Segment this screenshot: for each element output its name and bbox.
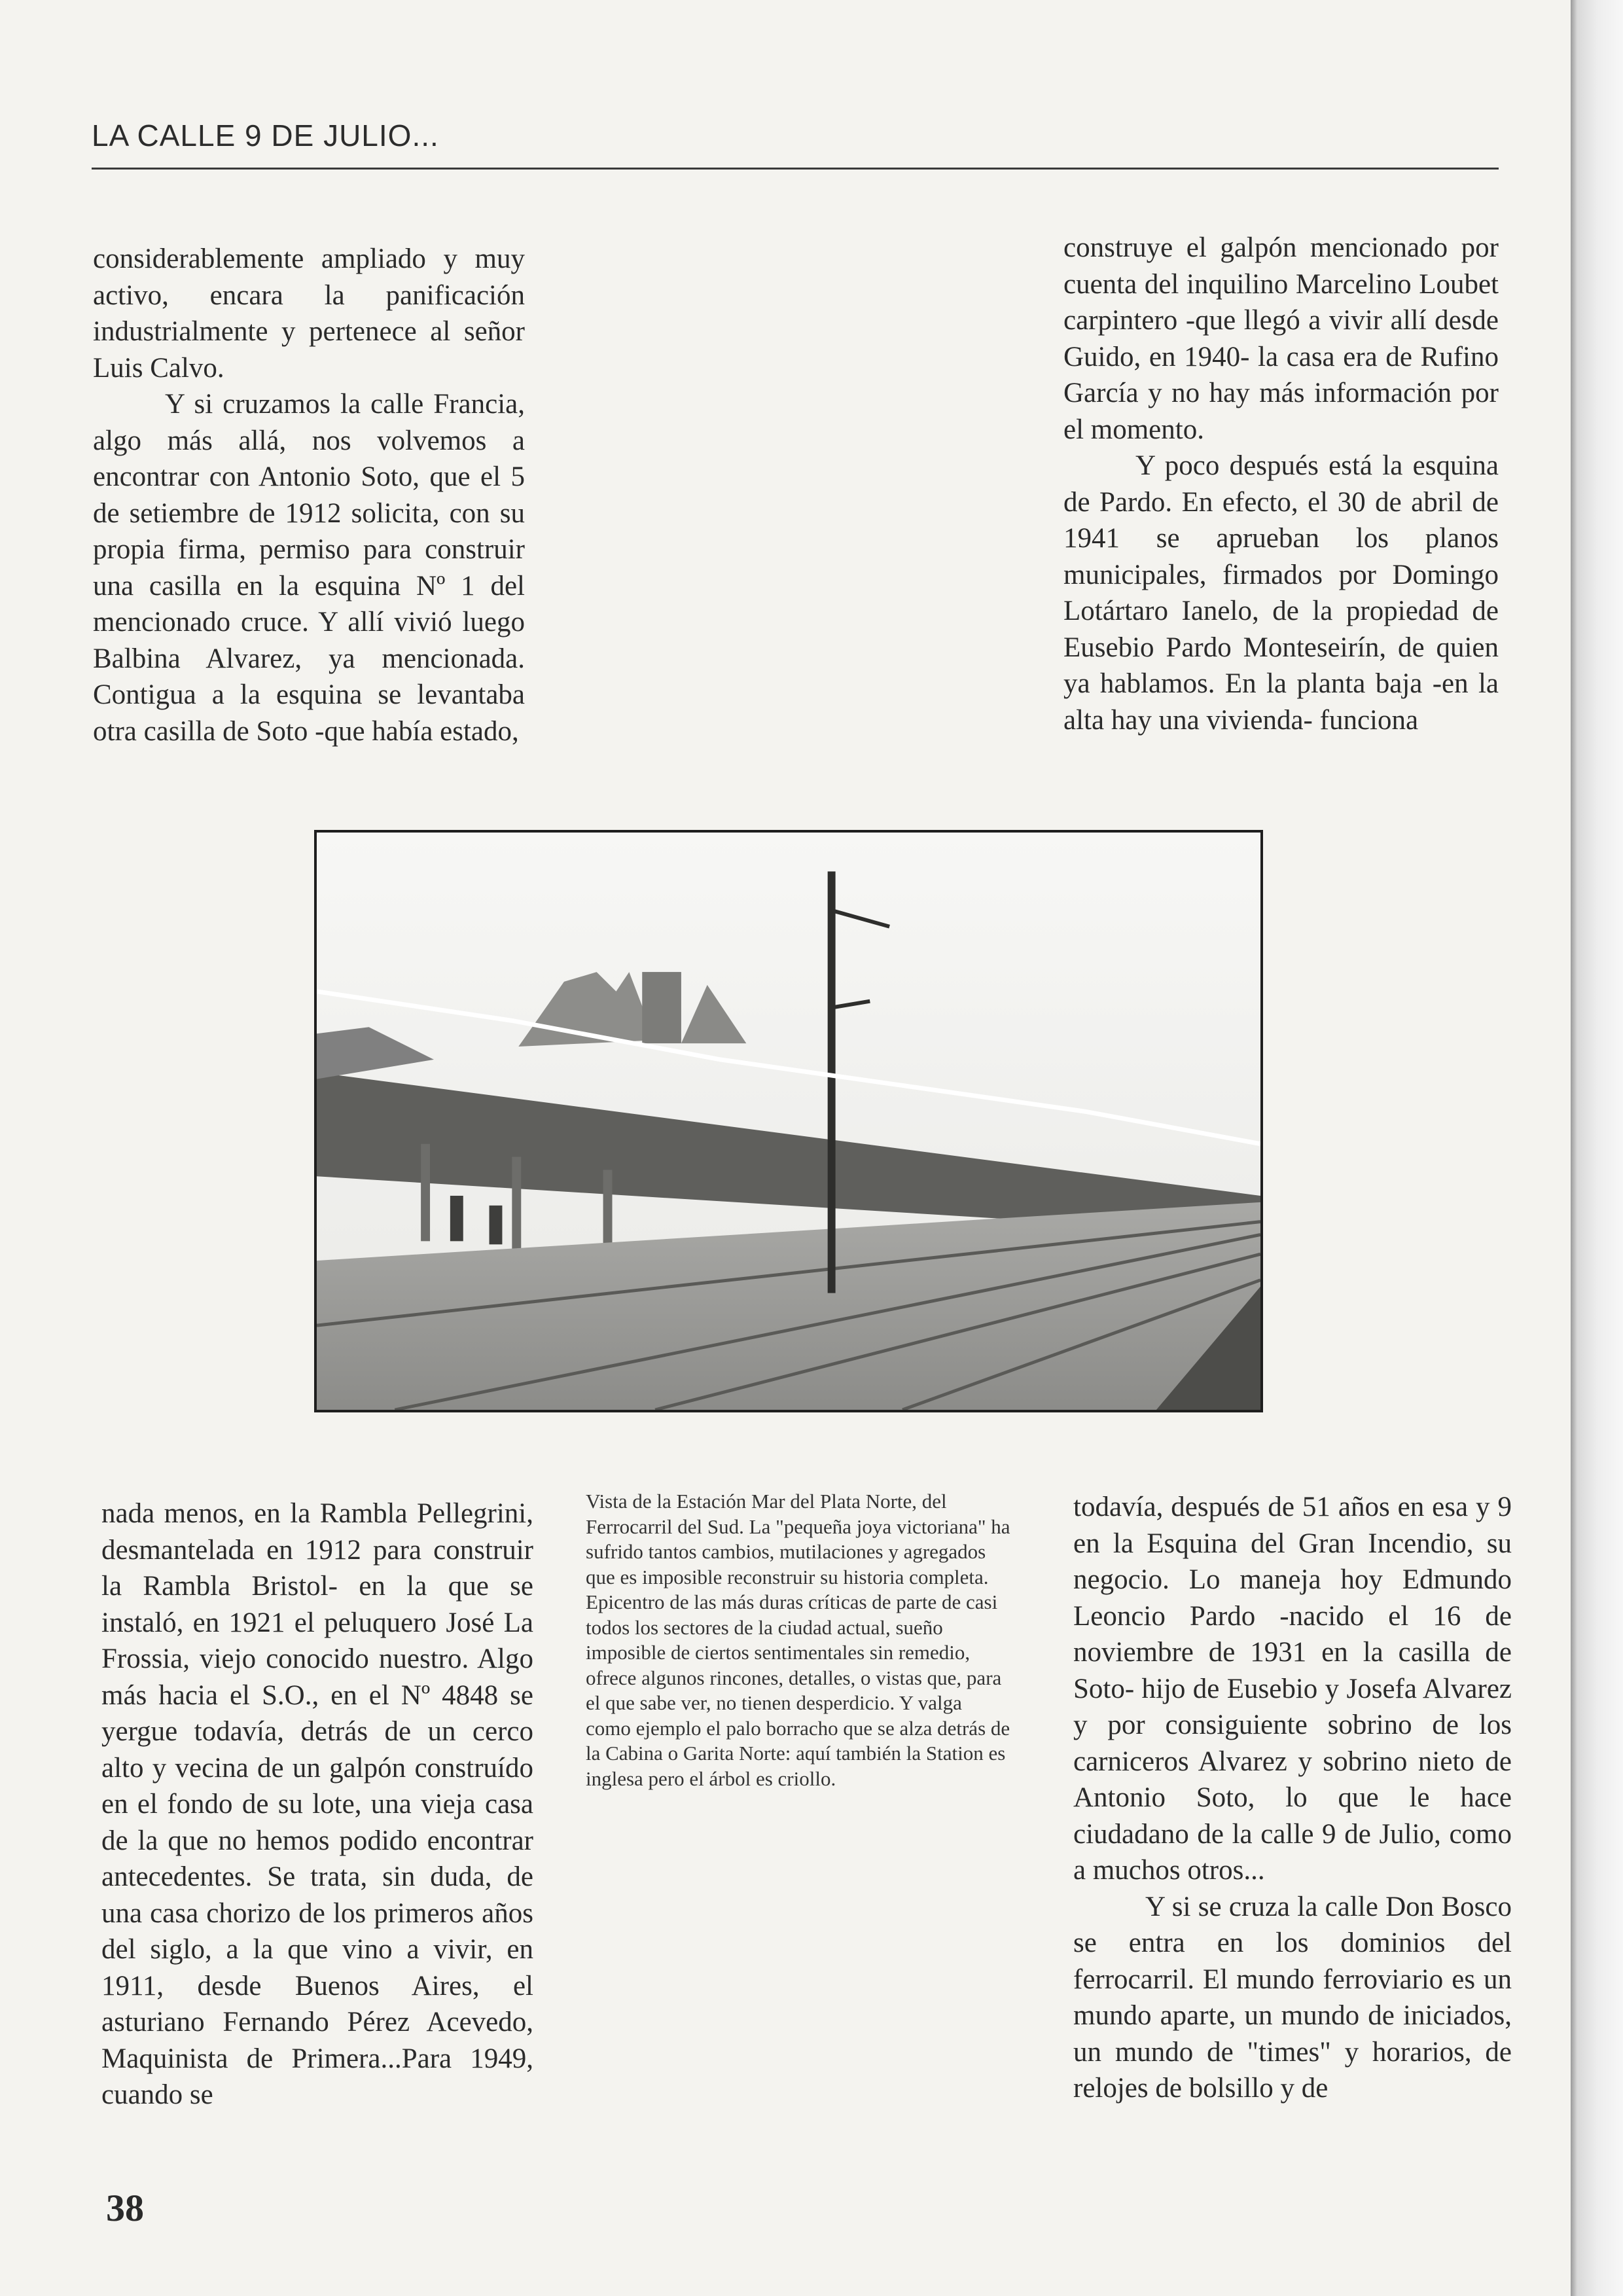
paragraph: Y poco después está la esquina de Pardo. En efecto, el 30 de abril de 1941 se aprueban los planos municipales, firmados por Domingo Lotártaro Ianelo, de la propiedad de Eusebio Pardo Monteseirín, de quien ya hablamos. En la planta baja -en la alta hay una vivienda- funciona (1063, 450, 1499, 736)
paragraph: Y si cruzamos la calle Francia, algo más allá, nos volvemos a encontrar con Antonio Soto, que el 5 de setiembre de 1912 solicita, con su propia firma, permiso para construir una casilla en la esquina Nº 1 del mencionado cruce. Y allí vivió luego Balbina Alvarez, ya mencionada. Contigua a la esquina se levantaba otra casilla de Soto -que había estado, (93, 389, 525, 747)
page-number: 38 (106, 2187, 144, 2229)
running-header: LA CALLE 9 DE JULIO... (92, 118, 439, 152)
header-rule (92, 168, 1499, 170)
station-photograph (314, 830, 1263, 1412)
station-photo-drawing (317, 833, 1260, 1410)
column-bottom-right (1073, 1489, 1512, 2107)
paragraph: Y si se cruza la calle Don Bosco se entra en los dominios del ferrocarril. El mundo ferroviario es un mundo aparte, un mundo de iniciados, un mundo de "times" y horarios, de relojes de bolsillo y de (1073, 1891, 1512, 2104)
paragraph: nada menos, en la Rambla Pellegrini, desmantelada en 1912 para construir la Rambla Bristol- en la que se instaló, en 1921 el peluquero José La Frossia, viejo conocido nuestro. Algo más hacia el S.O., en el Nº 4848 se yergue todavía, detrás de un cerco alto y vecina de un galpón construído en el fondo de su lote, una vieja casa de la que no hemos podido encontrar antecedentes. Se trata, sin duda, de una casa chorizo de los primeros años del siglo, a la que vino a vivir, en 1911, desde Buenos Aires, el asturiano Fernando Pérez Acevedo, Maquinista de Primera...Para 1949, cuando se (101, 1498, 533, 2110)
paragraph: todavía, después de 51 años en esa y 9 en la Esquina del Gran Incendio, su negocio. Lo maneja hoy Edmundo Leoncio Pardo -nacido el 16 de noviembre de 1931 en la casilla de Soto- hijo de Eusebio y Josefa Alvarez y por consiguiente sobrino de los carniceros Alvarez y sobrino nieto de Antonio Soto, lo que le hace ciudadano de la calle 9 de Julio, como a muchos otros... (1073, 1492, 1512, 1886)
column-top-left (93, 241, 525, 749)
paragraph: considerablemente ampliado y muy activo, encara la panificación industrialmente y pertenece al señor Luis Calvo. (93, 243, 525, 384)
photo-caption: Vista de la Estación Mar del Plata Norte, del Ferrocarril del Sud. La "pequeña joya victoriana" ha sufrido tantos cambios, mutilaciones y agregados que es imposible reconstruir su historia completa. Epicentro de las más duras críticas de parte de casi todos los sectores de la ciudad actual, sueño imposible de ciertos sentimentales sin remedio, ofrece algunos rincones, detalles, o vistas que, para el que sabe ver, no tienen desperdicio. Y valga como ejemplo el palo borracho que se alza detrás de la Cabina o Garita Norte: aquí también la Station es inglesa pero el árbol es criollo. (586, 1490, 1010, 1790)
page-edge-shadow (1571, 0, 1623, 2296)
column-top-right (1063, 230, 1499, 738)
paragraph: construye el galpón mencionado por cuenta del inquilino Marcelino Loubet carpintero -que llegó a vivir allí desde Guido, en 1940- la casa era de Rufino García y no hay más información por el momento. (1063, 232, 1499, 445)
column-bottom-left (101, 1496, 533, 2113)
